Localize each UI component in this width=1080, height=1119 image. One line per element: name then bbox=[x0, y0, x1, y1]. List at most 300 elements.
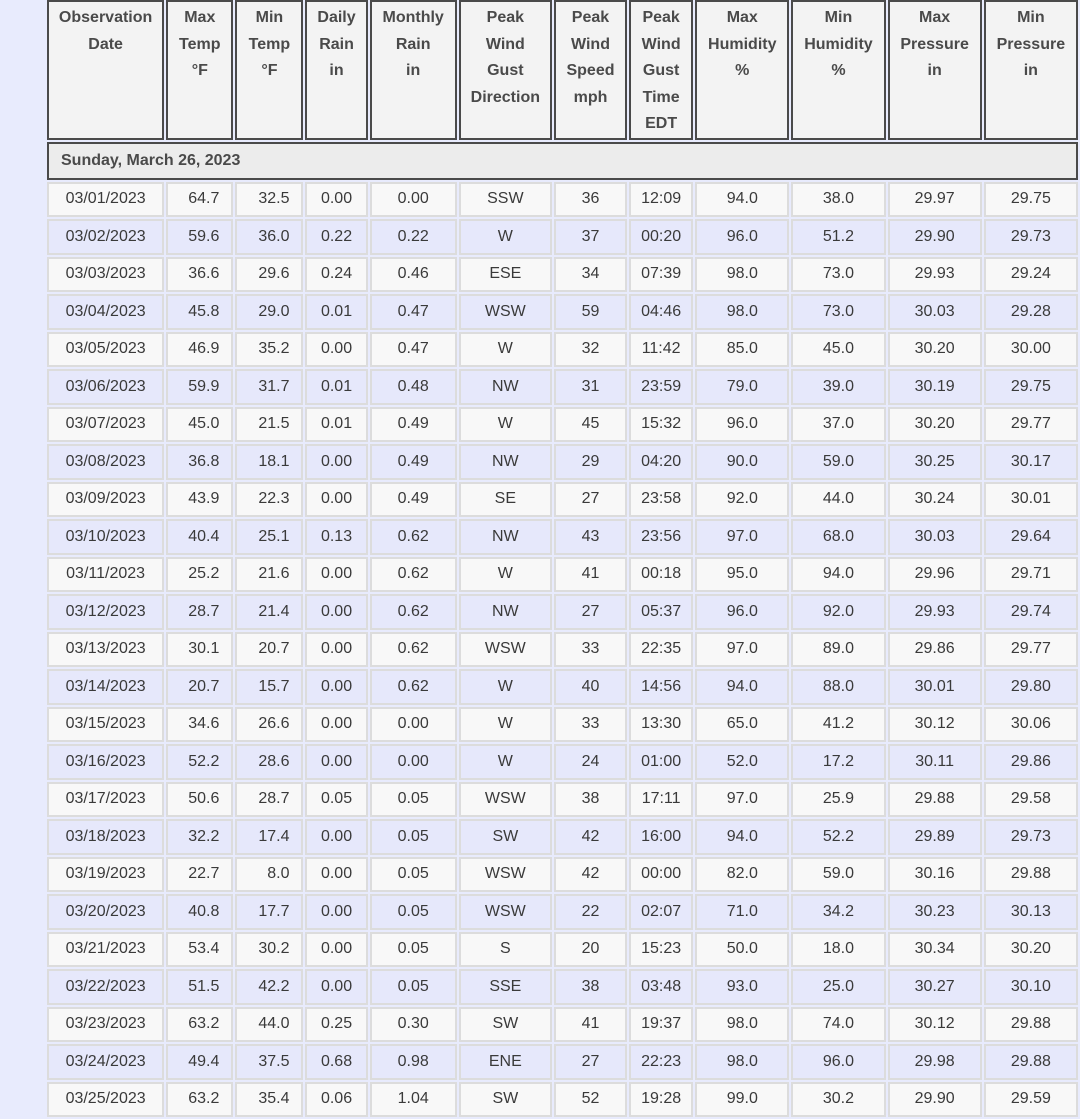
cell-min-pressure: 29.64 bbox=[984, 519, 1078, 555]
cell-peak-wind-gust-direction: NW bbox=[459, 369, 552, 405]
cell-daily-rain: 0.00 bbox=[305, 594, 367, 630]
header-line: Temp bbox=[248, 35, 291, 53]
cell-monthly-rain: 0.05 bbox=[370, 857, 457, 893]
cell-min-temp: 35.4 bbox=[235, 1082, 303, 1118]
header-line: Rain bbox=[319, 35, 354, 53]
cell-min-humidity: 59.0 bbox=[791, 444, 885, 480]
cell-daily-rain: 0.00 bbox=[305, 857, 367, 893]
cell-peak-wind-gust-time: 04:46 bbox=[629, 294, 693, 330]
table-row bbox=[47, 219, 1078, 255]
cell-monthly-rain: 0.46 bbox=[370, 257, 457, 293]
cell-max-pressure: 30.11 bbox=[888, 744, 982, 780]
cell-peak-wind-gust-time: 19:28 bbox=[629, 1082, 693, 1118]
cell-max-temp: 45.0 bbox=[166, 407, 233, 443]
cell-min-temp: 29.0 bbox=[235, 294, 303, 330]
cell-min-humidity: 45.0 bbox=[791, 332, 885, 368]
cell-peak-wind-speed: 24 bbox=[554, 744, 627, 780]
header-line: Wind bbox=[641, 35, 681, 53]
cell-daily-rain: 0.01 bbox=[305, 407, 367, 443]
cell-monthly-rain: 0.22 bbox=[370, 219, 457, 255]
cell-min-humidity: 96.0 bbox=[791, 1044, 885, 1080]
cell-min-pressure: 30.00 bbox=[984, 332, 1078, 368]
cell-peak-wind-gust-time: 22:23 bbox=[629, 1044, 693, 1080]
header-line: in bbox=[406, 62, 421, 79]
cell-min-humidity: 73.0 bbox=[791, 294, 885, 330]
cell-min-temp: 36.0 bbox=[235, 219, 303, 255]
cell-min-humidity: 59.0 bbox=[791, 857, 885, 893]
cell-min-pressure: 29.75 bbox=[984, 182, 1078, 218]
cell-max-pressure: 30.34 bbox=[888, 932, 982, 968]
cell-peak-wind-gust-direction: SW bbox=[459, 1007, 552, 1043]
cell-daily-rain: 0.13 bbox=[305, 519, 367, 555]
cell-max-humidity: 96.0 bbox=[695, 219, 789, 255]
cell-peak-wind-gust-direction: W bbox=[459, 557, 552, 593]
table-row bbox=[47, 707, 1078, 743]
cell-max-humidity: 71.0 bbox=[695, 894, 789, 930]
cell-peak-wind-speed: 20 bbox=[554, 932, 627, 968]
header-line: Monthly bbox=[382, 9, 444, 26]
cell-monthly-rain: 0.62 bbox=[370, 557, 457, 593]
cell-max-temp: 36.6 bbox=[166, 257, 233, 293]
cell-monthly-rain: 0.00 bbox=[370, 182, 457, 218]
cell-daily-rain: 0.01 bbox=[305, 294, 367, 330]
cell-max-humidity: 65.0 bbox=[695, 707, 789, 743]
cell-observation-date: 03/06/2023 bbox=[47, 369, 164, 405]
cell-min-humidity: 89.0 bbox=[791, 632, 885, 668]
cell-monthly-rain: 0.05 bbox=[370, 969, 457, 1005]
cell-observation-date: 03/10/2023 bbox=[47, 519, 164, 555]
cell-observation-date: 03/16/2023 bbox=[47, 744, 164, 780]
cell-max-pressure: 29.97 bbox=[888, 182, 982, 218]
cell-max-pressure: 29.93 bbox=[888, 257, 982, 293]
cell-max-humidity: 82.0 bbox=[695, 857, 789, 893]
cell-min-temp: 28.7 bbox=[235, 782, 303, 818]
cell-min-temp: 44.0 bbox=[235, 1007, 303, 1043]
header-line: mph bbox=[573, 88, 608, 106]
cell-max-humidity: 52.0 bbox=[695, 744, 789, 780]
cell-peak-wind-speed: 27 bbox=[554, 1044, 627, 1080]
cell-min-humidity: 88.0 bbox=[791, 669, 885, 705]
cell-daily-rain: 0.05 bbox=[305, 782, 367, 818]
cell-max-humidity: 99.0 bbox=[695, 1082, 789, 1118]
table-row bbox=[47, 444, 1078, 480]
cell-min-pressure: 29.77 bbox=[984, 407, 1078, 443]
cell-peak-wind-gust-time: 12:09 bbox=[629, 182, 693, 218]
header-line: Observation bbox=[58, 9, 153, 26]
header-peak-wind-speed bbox=[554, 0, 627, 140]
section-date-label: Sunday, March 26, 2023 bbox=[47, 142, 1078, 180]
cell-min-temp: 20.7 bbox=[235, 632, 303, 668]
cell-max-pressure: 30.03 bbox=[888, 519, 982, 555]
cell-min-pressure: 30.13 bbox=[984, 894, 1078, 930]
cell-max-temp: 25.2 bbox=[166, 557, 233, 593]
header-line: Wind bbox=[485, 35, 525, 53]
header-line: Speed bbox=[566, 62, 615, 79]
cell-daily-rain: 0.00 bbox=[305, 632, 367, 668]
table-row bbox=[47, 257, 1078, 293]
cell-max-humidity: 98.0 bbox=[695, 294, 789, 330]
cell-min-humidity: 73.0 bbox=[791, 257, 885, 293]
header-line: Peak bbox=[486, 9, 525, 26]
cell-min-humidity: 38.0 bbox=[791, 182, 885, 218]
header-line: EDT bbox=[645, 115, 678, 132]
cell-peak-wind-speed: 42 bbox=[554, 857, 627, 893]
header-line: Max bbox=[184, 9, 216, 26]
cell-min-temp: 35.2 bbox=[235, 332, 303, 368]
table-row bbox=[47, 369, 1078, 405]
cell-min-temp: 25.1 bbox=[235, 519, 303, 555]
cell-peak-wind-gust-direction: W bbox=[459, 407, 552, 443]
cell-daily-rain: 0.00 bbox=[305, 744, 367, 780]
cell-max-pressure: 30.19 bbox=[888, 369, 982, 405]
cell-max-temp: 20.7 bbox=[166, 669, 233, 705]
cell-observation-date: 03/23/2023 bbox=[47, 1007, 164, 1043]
header-min-temp bbox=[235, 0, 303, 140]
cell-observation-date: 03/08/2023 bbox=[47, 444, 164, 480]
cell-max-temp: 59.6 bbox=[166, 219, 233, 255]
cell-max-temp: 49.4 bbox=[166, 1044, 233, 1080]
cell-peak-wind-gust-time: 23:59 bbox=[629, 369, 693, 405]
table-row bbox=[47, 1082, 1078, 1118]
table-row bbox=[47, 932, 1078, 968]
cell-daily-rain: 0.24 bbox=[305, 257, 367, 293]
header-line: °F bbox=[191, 62, 208, 79]
cell-max-temp: 36.8 bbox=[166, 444, 233, 480]
header-max-pressure bbox=[888, 0, 982, 140]
cell-peak-wind-gust-time: 14:56 bbox=[629, 669, 693, 705]
cell-peak-wind-gust-time: 00:00 bbox=[629, 857, 693, 893]
cell-max-temp: 63.2 bbox=[166, 1007, 233, 1043]
header-line: Min bbox=[255, 9, 284, 26]
header-line: Direction bbox=[470, 88, 540, 106]
header-line: Peak bbox=[571, 9, 610, 26]
cell-min-temp: 18.1 bbox=[235, 444, 303, 480]
cell-peak-wind-gust-direction: SE bbox=[459, 482, 552, 518]
header-line: Pressure bbox=[996, 35, 1066, 53]
table-row bbox=[47, 182, 1078, 218]
header-max-temp bbox=[166, 0, 233, 140]
cell-monthly-rain: 0.00 bbox=[370, 744, 457, 780]
cell-peak-wind-speed: 34 bbox=[554, 257, 627, 293]
header-line: Wind bbox=[571, 35, 610, 53]
cell-peak-wind-gust-direction: SSW bbox=[459, 182, 552, 218]
observations-table-container bbox=[45, 0, 1080, 1119]
table-row bbox=[47, 744, 1078, 780]
cell-daily-rain: 0.01 bbox=[305, 369, 367, 405]
cell-max-temp: 22.7 bbox=[166, 857, 233, 893]
cell-peak-wind-speed: 41 bbox=[554, 1007, 627, 1043]
cell-peak-wind-gust-time: 22:35 bbox=[629, 632, 693, 668]
cell-peak-wind-gust-direction: S bbox=[459, 932, 552, 968]
header-line: Peak bbox=[642, 9, 680, 26]
header-line: % bbox=[735, 62, 750, 79]
cell-peak-wind-gust-direction: SSE bbox=[459, 969, 552, 1005]
cell-max-humidity: 95.0 bbox=[695, 557, 789, 593]
cell-min-pressure: 30.01 bbox=[984, 482, 1078, 518]
header-line: in bbox=[1023, 62, 1038, 79]
cell-peak-wind-gust-direction: W bbox=[459, 669, 552, 705]
cell-observation-date: 03/22/2023 bbox=[47, 969, 164, 1005]
cell-peak-wind-gust-time: 17:11 bbox=[629, 782, 693, 818]
cell-peak-wind-speed: 38 bbox=[554, 782, 627, 818]
cell-min-pressure: 29.58 bbox=[984, 782, 1078, 818]
table-row bbox=[47, 557, 1078, 593]
cell-peak-wind-gust-time: 23:56 bbox=[629, 519, 693, 555]
cell-observation-date: 03/12/2023 bbox=[47, 594, 164, 630]
cell-observation-date: 03/05/2023 bbox=[47, 332, 164, 368]
header-daily-rain bbox=[305, 0, 367, 140]
cell-peak-wind-gust-time: 15:23 bbox=[629, 932, 693, 968]
cell-max-humidity: 94.0 bbox=[695, 669, 789, 705]
cell-peak-wind-gust-time: 02:07 bbox=[629, 894, 693, 930]
cell-daily-rain: 0.00 bbox=[305, 969, 367, 1005]
header-line: Date bbox=[88, 35, 123, 53]
cell-peak-wind-speed: 27 bbox=[554, 594, 627, 630]
table-row bbox=[47, 819, 1078, 855]
cell-observation-date: 03/01/2023 bbox=[47, 182, 164, 218]
cell-peak-wind-speed: 41 bbox=[554, 557, 627, 593]
cell-peak-wind-gust-direction: WSW bbox=[459, 294, 552, 330]
cell-min-humidity: 44.0 bbox=[791, 482, 885, 518]
cell-peak-wind-gust-direction: W bbox=[459, 744, 552, 780]
cell-max-temp: 45.8 bbox=[166, 294, 233, 330]
table-row bbox=[47, 857, 1078, 893]
cell-min-temp: 21.5 bbox=[235, 407, 303, 443]
cell-max-temp: 28.7 bbox=[166, 594, 233, 630]
header-line: Gust bbox=[642, 62, 680, 79]
cell-max-pressure: 30.12 bbox=[888, 707, 982, 743]
cell-observation-date: 03/14/2023 bbox=[47, 669, 164, 705]
cell-monthly-rain: 0.62 bbox=[370, 519, 457, 555]
cell-min-pressure: 29.73 bbox=[984, 219, 1078, 255]
cell-min-temp: 31.7 bbox=[235, 369, 303, 405]
header-line: in bbox=[927, 62, 942, 79]
cell-peak-wind-gust-direction: SW bbox=[459, 819, 552, 855]
header-line: Pressure bbox=[900, 35, 969, 53]
table-row bbox=[47, 1044, 1078, 1080]
cell-min-temp: 29.6 bbox=[235, 257, 303, 293]
cell-max-temp: 51.5 bbox=[166, 969, 233, 1005]
cell-min-temp: 37.5 bbox=[235, 1044, 303, 1080]
table-row bbox=[47, 519, 1078, 555]
cell-peak-wind-gust-time: 23:58 bbox=[629, 482, 693, 518]
cell-observation-date: 03/07/2023 bbox=[47, 407, 164, 443]
header-min-pressure bbox=[984, 0, 1078, 140]
cell-peak-wind-gust-direction: W bbox=[459, 332, 552, 368]
cell-min-pressure: 29.75 bbox=[984, 369, 1078, 405]
cell-min-pressure: 29.88 bbox=[984, 1007, 1078, 1043]
cell-daily-rain: 0.00 bbox=[305, 707, 367, 743]
cell-min-humidity: 37.0 bbox=[791, 407, 885, 443]
cell-peak-wind-gust-direction: W bbox=[459, 707, 552, 743]
cell-peak-wind-gust-direction: WSW bbox=[459, 894, 552, 930]
cell-peak-wind-gust-time: 15:32 bbox=[629, 407, 693, 443]
cell-max-humidity: 96.0 bbox=[695, 407, 789, 443]
header-line: Daily bbox=[317, 9, 356, 26]
cell-min-pressure: 29.28 bbox=[984, 294, 1078, 330]
header-line: °F bbox=[261, 62, 278, 79]
cell-min-pressure: 29.74 bbox=[984, 594, 1078, 630]
cell-max-temp: 53.4 bbox=[166, 932, 233, 968]
cell-monthly-rain: 0.49 bbox=[370, 444, 457, 480]
cell-monthly-rain: 0.49 bbox=[370, 482, 457, 518]
table-row bbox=[47, 594, 1078, 630]
header-line: Humidity bbox=[708, 35, 777, 53]
cell-peak-wind-speed: 42 bbox=[554, 819, 627, 855]
cell-peak-wind-speed: 45 bbox=[554, 407, 627, 443]
cell-daily-rain: 0.68 bbox=[305, 1044, 367, 1080]
cell-observation-date: 03/11/2023 bbox=[47, 557, 164, 593]
cell-peak-wind-gust-time: 00:18 bbox=[629, 557, 693, 593]
cell-min-humidity: 18.0 bbox=[791, 932, 885, 968]
cell-max-temp: 50.6 bbox=[166, 782, 233, 818]
cell-max-humidity: 98.0 bbox=[695, 257, 789, 293]
cell-observation-date: 03/18/2023 bbox=[47, 819, 164, 855]
cell-max-temp: 64.7 bbox=[166, 182, 233, 218]
cell-max-pressure: 29.98 bbox=[888, 1044, 982, 1080]
cell-min-humidity: 51.2 bbox=[791, 219, 885, 255]
cell-daily-rain: 0.00 bbox=[305, 182, 367, 218]
cell-monthly-rain: 0.00 bbox=[370, 707, 457, 743]
cell-monthly-rain: 1.04 bbox=[370, 1082, 457, 1118]
cell-min-humidity: 25.9 bbox=[791, 782, 885, 818]
header-peak-wind-gust-time bbox=[629, 0, 693, 140]
cell-min-pressure: 30.06 bbox=[984, 707, 1078, 743]
cell-max-pressure: 30.24 bbox=[888, 482, 982, 518]
header-max-humidity bbox=[695, 0, 789, 140]
cell-max-pressure: 29.86 bbox=[888, 632, 982, 668]
cell-peak-wind-gust-direction: NW bbox=[459, 594, 552, 630]
cell-peak-wind-gust-direction: WSW bbox=[459, 632, 552, 668]
table-row bbox=[47, 294, 1078, 330]
cell-max-temp: 32.2 bbox=[166, 819, 233, 855]
cell-peak-wind-speed: 22 bbox=[554, 894, 627, 930]
cell-observation-date: 03/15/2023 bbox=[47, 707, 164, 743]
cell-min-pressure: 30.10 bbox=[984, 969, 1078, 1005]
cell-min-pressure: 29.88 bbox=[984, 857, 1078, 893]
cell-max-humidity: 98.0 bbox=[695, 1044, 789, 1080]
header-line: Rain bbox=[395, 35, 431, 53]
cell-min-humidity: 92.0 bbox=[791, 594, 885, 630]
cell-peak-wind-gust-time: 07:39 bbox=[629, 257, 693, 293]
cell-max-humidity: 97.0 bbox=[695, 782, 789, 818]
cell-max-temp: 43.9 bbox=[166, 482, 233, 518]
cell-min-humidity: 68.0 bbox=[791, 519, 885, 555]
cell-peak-wind-speed: 27 bbox=[554, 482, 627, 518]
table-row bbox=[47, 669, 1078, 705]
cell-min-humidity: 30.2 bbox=[791, 1082, 885, 1118]
cell-monthly-rain: 0.30 bbox=[370, 1007, 457, 1043]
table-row bbox=[47, 482, 1078, 518]
cell-observation-date: 03/09/2023 bbox=[47, 482, 164, 518]
cell-min-humidity: 41.2 bbox=[791, 707, 885, 743]
cell-observation-date: 03/13/2023 bbox=[47, 632, 164, 668]
cell-daily-rain: 0.00 bbox=[305, 482, 367, 518]
cell-max-temp: 34.6 bbox=[166, 707, 233, 743]
cell-peak-wind-gust-time: 03:48 bbox=[629, 969, 693, 1005]
cell-min-pressure: 30.17 bbox=[984, 444, 1078, 480]
cell-max-temp: 40.4 bbox=[166, 519, 233, 555]
cell-peak-wind-gust-direction: ESE bbox=[459, 257, 552, 293]
cell-max-humidity: 50.0 bbox=[695, 932, 789, 968]
cell-min-temp: 15.7 bbox=[235, 669, 303, 705]
cell-peak-wind-gust-time: 19:37 bbox=[629, 1007, 693, 1043]
cell-peak-wind-speed: 40 bbox=[554, 669, 627, 705]
cell-min-temp: 30.2 bbox=[235, 932, 303, 968]
cell-peak-wind-gust-direction: WSW bbox=[459, 782, 552, 818]
cell-min-pressure: 29.88 bbox=[984, 1044, 1078, 1080]
cell-daily-rain: 0.22 bbox=[305, 219, 367, 255]
header-observation-date bbox=[47, 0, 164, 140]
cell-observation-date: 03/21/2023 bbox=[47, 932, 164, 968]
cell-peak-wind-gust-time: 13:30 bbox=[629, 707, 693, 743]
cell-max-humidity: 97.0 bbox=[695, 632, 789, 668]
cell-min-pressure: 29.73 bbox=[984, 819, 1078, 855]
cell-max-humidity: 98.0 bbox=[695, 1007, 789, 1043]
header-line: in bbox=[329, 62, 344, 79]
cell-peak-wind-gust-direction: SW bbox=[459, 1082, 552, 1118]
cell-peak-wind-gust-time: 11:42 bbox=[629, 332, 693, 368]
table-row bbox=[47, 969, 1078, 1005]
cell-peak-wind-gust-direction: NW bbox=[459, 444, 552, 480]
cell-min-pressure: 29.80 bbox=[984, 669, 1078, 705]
cell-max-humidity: 92.0 bbox=[695, 482, 789, 518]
cell-daily-rain: 0.00 bbox=[305, 932, 367, 968]
cell-peak-wind-gust-direction: ENE bbox=[459, 1044, 552, 1080]
table-row bbox=[47, 782, 1078, 818]
header-line: Min bbox=[1017, 9, 1045, 26]
cell-max-temp: 52.2 bbox=[166, 744, 233, 780]
cell-peak-wind-speed: 29 bbox=[554, 444, 627, 480]
cell-peak-wind-gust-time: 00:20 bbox=[629, 219, 693, 255]
cell-peak-wind-speed: 33 bbox=[554, 707, 627, 743]
cell-min-temp: 26.6 bbox=[235, 707, 303, 743]
cell-monthly-rain: 0.47 bbox=[370, 294, 457, 330]
cell-max-pressure: 30.12 bbox=[888, 1007, 982, 1043]
header-min-humidity bbox=[791, 0, 885, 140]
cell-min-pressure: 29.86 bbox=[984, 744, 1078, 780]
cell-max-pressure: 30.25 bbox=[888, 444, 982, 480]
cell-daily-rain: 0.00 bbox=[305, 669, 367, 705]
cell-min-temp: 32.5 bbox=[235, 182, 303, 218]
cell-min-temp: 8.0 bbox=[235, 857, 303, 893]
observations-table bbox=[45, 0, 1080, 1119]
cell-peak-wind-speed: 31 bbox=[554, 369, 627, 405]
header-row bbox=[47, 0, 1078, 140]
cell-peak-wind-gust-time: 05:37 bbox=[629, 594, 693, 630]
cell-monthly-rain: 0.47 bbox=[370, 332, 457, 368]
cell-min-temp: 21.6 bbox=[235, 557, 303, 593]
cell-max-pressure: 29.96 bbox=[888, 557, 982, 593]
cell-daily-rain: 0.00 bbox=[305, 894, 367, 930]
cell-max-humidity: 94.0 bbox=[695, 819, 789, 855]
section-row bbox=[47, 142, 1078, 180]
cell-min-pressure: 29.24 bbox=[984, 257, 1078, 293]
cell-peak-wind-speed: 33 bbox=[554, 632, 627, 668]
cell-observation-date: 03/25/2023 bbox=[47, 1082, 164, 1118]
cell-max-temp: 59.9 bbox=[166, 369, 233, 405]
table-row bbox=[47, 332, 1078, 368]
cell-max-humidity: 90.0 bbox=[695, 444, 789, 480]
cell-monthly-rain: 0.49 bbox=[370, 407, 457, 443]
cell-min-temp: 42.2 bbox=[235, 969, 303, 1005]
table-row bbox=[47, 407, 1078, 443]
cell-peak-wind-speed: 43 bbox=[554, 519, 627, 555]
cell-peak-wind-gust-direction: W bbox=[459, 219, 552, 255]
cell-observation-date: 03/03/2023 bbox=[47, 257, 164, 293]
cell-max-temp: 30.1 bbox=[166, 632, 233, 668]
cell-monthly-rain: 0.62 bbox=[370, 669, 457, 705]
